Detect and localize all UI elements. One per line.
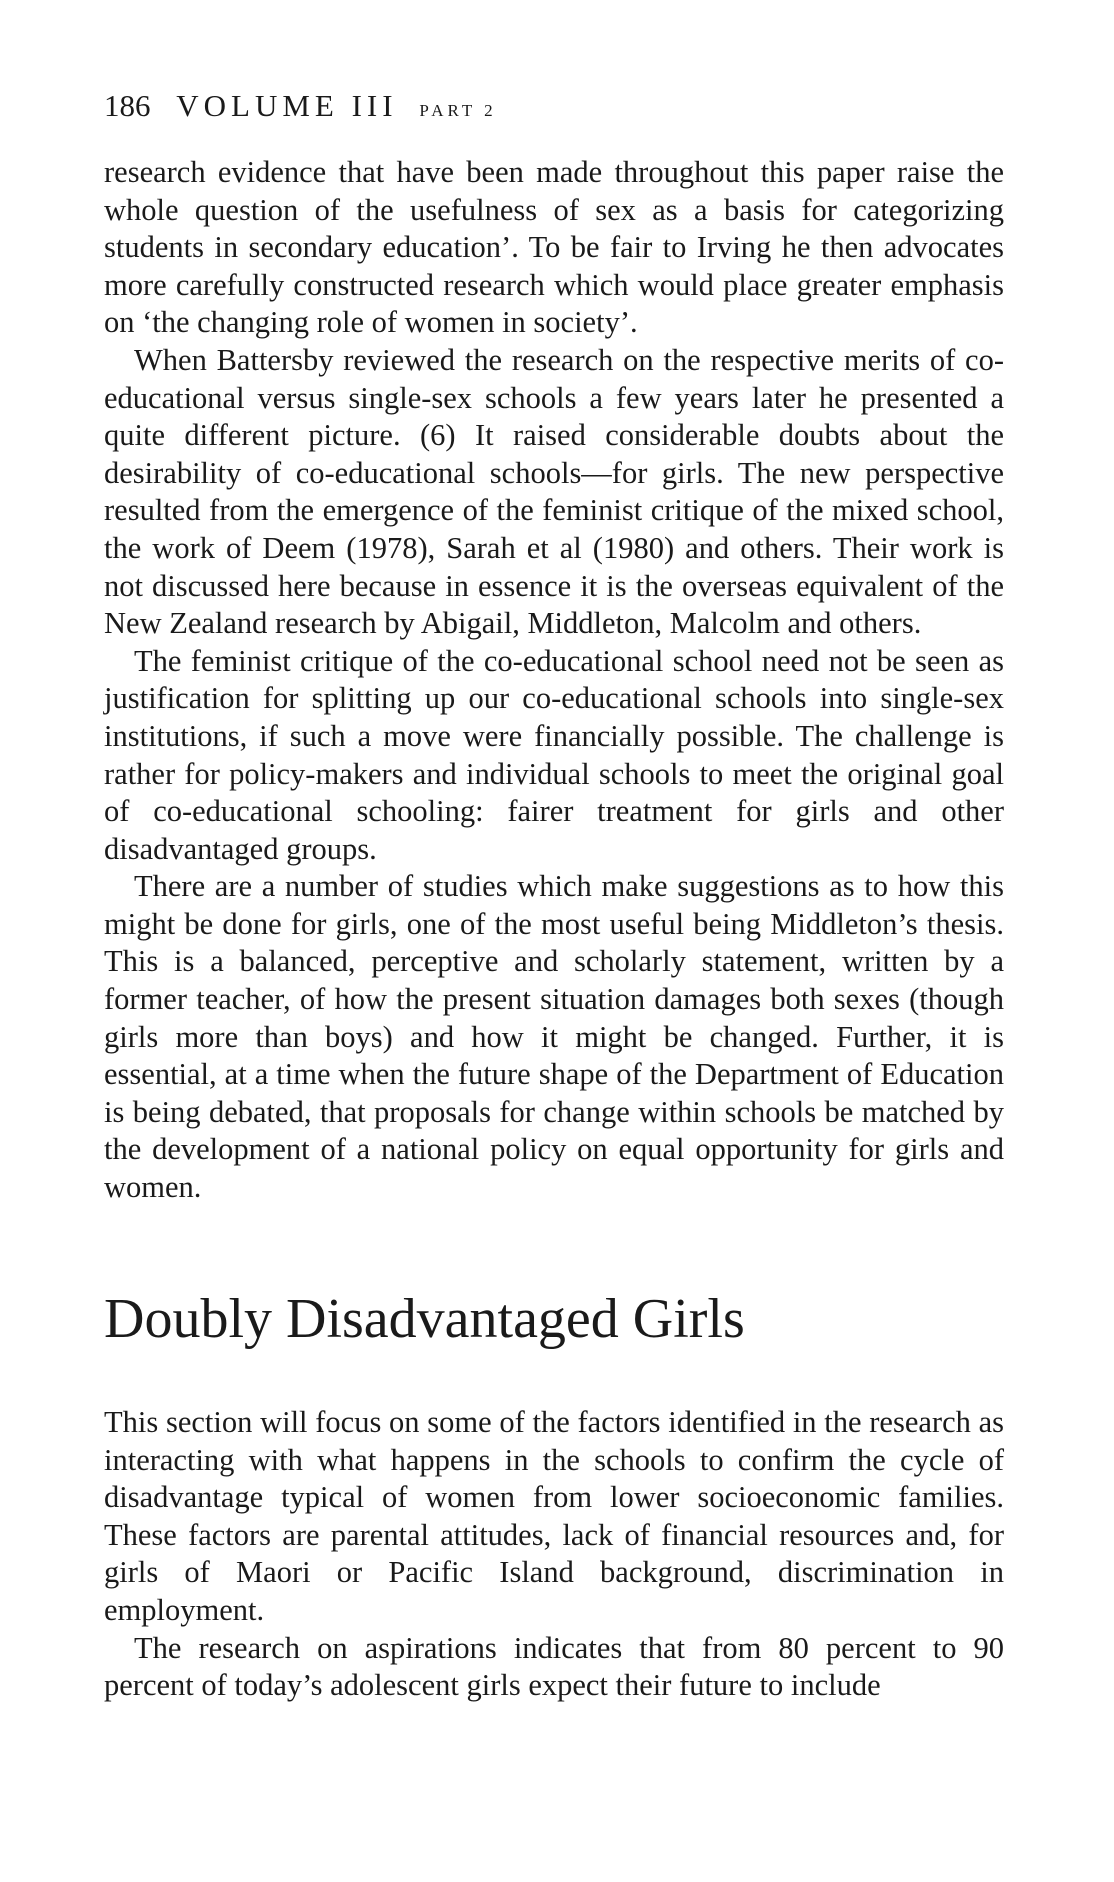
paragraph-studies: There are a number of studies which make suggestions as to how this might be done for girls, one of the most useful being Middleton’s thesis. This is a balanced, perceptive and scholarly statement, written by a former teacher, of how the present situation damages both sexes (though girls more than boys) and how it might be changed. Further, it is essential, at a time when the future shape of the Department of Education is being debated, that proposals for change within schools be matched by the development of a national policy on equal opportunity for girls and women. xyxy=(104,869,1004,1205)
paragraph-continued: research evidence that have been made throughout this paper raise the whole question of the usefulness of sex as a basis for categorizing students in secondary education’. To be fair to Irving he then advocates more carefully constructed research which would place greater emphasis on ‘the changing role of women in society’. xyxy=(104,155,1004,340)
body-text-lower xyxy=(104,1404,1004,1705)
section-heading: Doubly Disadvantaged Girls xyxy=(104,1288,745,1350)
part-label: PART 2 xyxy=(419,101,497,120)
paragraph-section-intro: This section will focus on some of the factors identified in the research as interacting with what happens in the schools to confirm the cycle of disadvantage typical of women from lower socioeconomic families. These factors are parental attitudes, lack of financial resources and, for girls of Maori or Pacific Island background, discrimination in employment. xyxy=(104,1405,1004,1627)
body-text-upper xyxy=(104,154,1004,1207)
paragraph-feminist-critique: The feminist critique of the co-educational school need not be seen as justification for splitting up our co-educational schools into single-sex institutions, if such a move were financially possible. The challenge is rather for policy-makers and individual schools to meet the original goal of co-educational schooling: fairer treatment for girls and other disadvantaged groups. xyxy=(104,643,1004,866)
page-number: 186 xyxy=(104,88,151,123)
running-head xyxy=(104,88,497,124)
volume-label: VOLUME III xyxy=(176,88,398,123)
paragraph-aspirations: The research on aspirations indicates that from 80 percent to 90 percent of today’s adolescent girls expect their future to include xyxy=(104,1630,1004,1703)
paragraph-battersby: When Battersby reviewed the research on the respective merits of co-educational versus single-sex schools a few years later he presented a quite different picture. (6) It raised considerable doubts about the desirability of co-educational schools—for girls. The new perspective resulted from the emergence of the feminist critique of the mixed school, the work of Deem (1978), Sarah et al (1980) and others. Their work is not discussed here because in essence it is the overseas equivalent of the New Zealand research by Abigail, Middleton, Malcolm and others. xyxy=(104,342,1004,641)
